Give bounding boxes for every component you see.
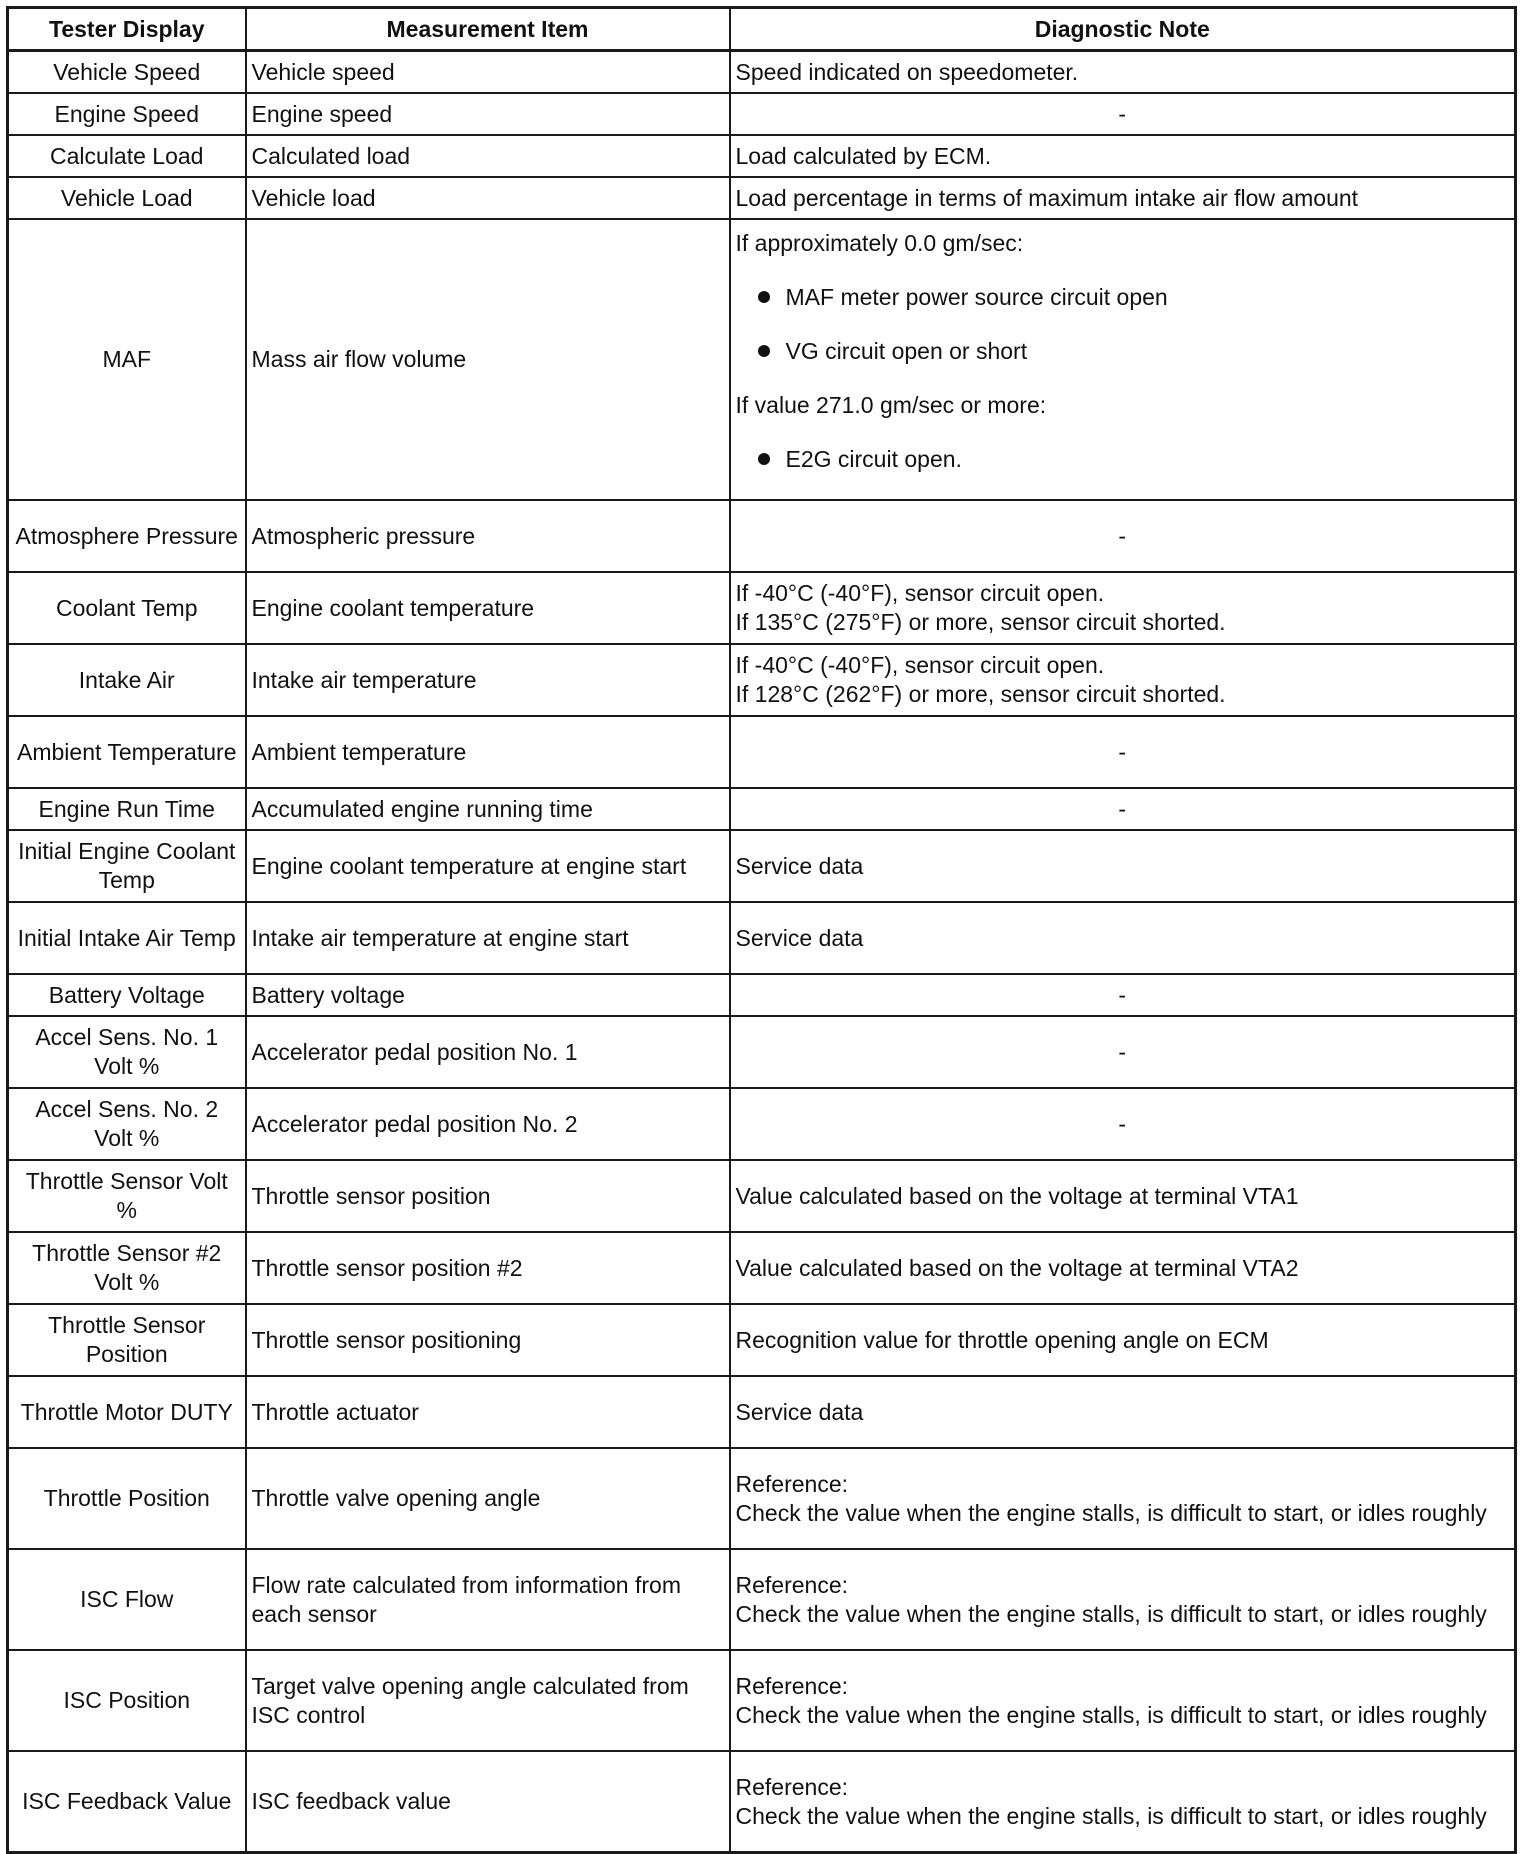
tester-display-cell: Atmosphere Pressure	[8, 500, 246, 572]
tester-display-cell: ISC Position	[8, 1650, 246, 1751]
note-reference-label: Reference:	[735, 1773, 849, 1800]
table-row	[8, 974, 1516, 1016]
diagnostic-note-cell: Speed indicated on speedometer.	[730, 51, 1516, 94]
bullet-icon	[758, 291, 770, 303]
tester-display-cell: Intake Air	[8, 644, 246, 716]
tester-display-cell: Initial Intake Air Temp	[8, 902, 246, 974]
measurement-item-cell: Intake air temperature at engine start	[246, 902, 730, 974]
diagnostic-note-cell: -	[730, 788, 1516, 830]
tester-display-cell: Accel Sens. No. 2 Volt %	[8, 1088, 246, 1160]
diagnostic-note-cell	[730, 572, 1516, 644]
measurement-item-cell: Throttle actuator	[246, 1376, 730, 1448]
table-row	[8, 902, 1516, 974]
measurement-item-cell: Throttle sensor positioning	[246, 1304, 730, 1376]
measurement-item-cell: Mass air flow volume	[246, 219, 730, 500]
measurement-item-cell: Intake air temperature	[246, 644, 730, 716]
measurement-item-cell: Engine coolant temperature	[246, 572, 730, 644]
table-row	[8, 1549, 1516, 1650]
header-measurement-item: Measurement Item	[246, 8, 730, 51]
table-row	[8, 788, 1516, 830]
data-list-table-container	[6, 6, 1514, 1854]
bullet-icon	[758, 453, 770, 465]
tester-display-cell: Coolant Temp	[8, 572, 246, 644]
measurement-item-cell: Atmospheric pressure	[246, 500, 730, 572]
table-row	[8, 1160, 1516, 1232]
note-reference-label: Reference:	[735, 1672, 849, 1699]
measurement-item-cell: Calculated load	[246, 135, 730, 177]
tester-display-cell: Initial Engine Coolant Temp	[8, 830, 246, 902]
note-condition-text: If value 271.0 gm/sec or more:	[735, 392, 1047, 418]
measurement-item-cell: Engine coolant temperature at engine start	[246, 830, 730, 902]
note-bullet-text: E2G circuit open.	[785, 446, 962, 472]
diagnostic-note-cell: -	[730, 716, 1516, 788]
note-line: If 128°C (262°F) or more, sensor circuit shorted.	[735, 681, 1226, 707]
note-reference-label: Reference:	[735, 1571, 849, 1598]
diagnostic-note-cell	[730, 1448, 1516, 1549]
note-reference-label: Reference:	[735, 1470, 849, 1497]
table-header-row	[8, 8, 1516, 51]
measurement-item-cell: Accelerator pedal position No. 1	[246, 1016, 730, 1088]
note-bullet-text: MAF meter power source circuit open	[785, 284, 1168, 310]
note-bullet-text: VG circuit open or short	[785, 338, 1028, 364]
diagnostic-note-cell: Value calculated based on the voltage at terminal VTA2	[730, 1232, 1516, 1304]
measurement-item-cell: Engine speed	[246, 93, 730, 135]
tester-display-cell: ISC Flow	[8, 1549, 246, 1650]
tester-display-cell: MAF	[8, 219, 246, 500]
note-line: If 135°C (275°F) or more, sensor circuit shorted.	[735, 609, 1226, 635]
table-row	[8, 1304, 1516, 1376]
table-row	[8, 716, 1516, 788]
tester-display-cell: Calculate Load	[8, 135, 246, 177]
table-row	[8, 1232, 1516, 1304]
diagnostic-note-cell: Value calculated based on the voltage at terminal VTA1	[730, 1160, 1516, 1232]
tester-display-cell: Accel Sens. No. 1 Volt %	[8, 1016, 246, 1088]
data-list-table	[6, 6, 1517, 1854]
table-row	[8, 1650, 1516, 1751]
note-bullet-item	[736, 283, 1510, 312]
table-row	[8, 51, 1516, 94]
table-row	[8, 1016, 1516, 1088]
diagnostic-note-cell: Recognition value for throttle opening angle on ECM	[730, 1304, 1516, 1376]
diagnostic-note-cell	[730, 644, 1516, 716]
note-bullet-item	[736, 337, 1510, 366]
tester-display-cell: Vehicle Speed	[8, 51, 246, 94]
note-reference-text: Check the value when the engine stalls, is difficult to start, or idles roughly	[735, 1600, 1487, 1627]
tester-display-cell: Engine Speed	[8, 93, 246, 135]
diagnostic-note-cell	[730, 1549, 1516, 1650]
diagnostic-note-cell: Load percentage in terms of maximum intake air flow amount	[730, 177, 1516, 219]
diagnostic-note-cell: -	[730, 974, 1516, 1016]
diagnostic-note-cell: -	[730, 500, 1516, 572]
table-row	[8, 572, 1516, 644]
table-row	[8, 830, 1516, 902]
table-row	[8, 644, 1516, 716]
measurement-item-cell: Accumulated engine running time	[246, 788, 730, 830]
note-reference-text: Check the value when the engine stalls, is difficult to start, or idles roughly	[735, 1499, 1487, 1526]
tester-display-cell: ISC Feedback Value	[8, 1751, 246, 1853]
measurement-item-cell: Vehicle load	[246, 177, 730, 219]
table-row	[8, 1088, 1516, 1160]
table-row	[8, 135, 1516, 177]
diagnostic-note-cell: Service data	[730, 902, 1516, 974]
measurement-item-cell: Accelerator pedal position No. 2	[246, 1088, 730, 1160]
measurement-item-cell: ISC feedback value	[246, 1751, 730, 1853]
diagnostic-note-cell: Service data	[730, 830, 1516, 902]
table-row	[8, 219, 1516, 500]
diagnostic-note-cell: -	[730, 1016, 1516, 1088]
diagnostic-note-cell: Load calculated by ECM.	[730, 135, 1516, 177]
bullet-icon	[758, 345, 770, 357]
measurement-item-cell: Throttle sensor position #2	[246, 1232, 730, 1304]
note-reference-text: Check the value when the engine stalls, is difficult to start, or idles roughly	[735, 1802, 1487, 1829]
note-line: If -40°C (-40°F), sensor circuit open.	[735, 652, 1105, 678]
diagnostic-note-cell: Service data	[730, 1376, 1516, 1448]
table-row	[8, 1376, 1516, 1448]
table-row	[8, 93, 1516, 135]
tester-display-cell: Throttle Sensor #2 Volt %	[8, 1232, 246, 1304]
note-bullet-item	[736, 445, 1510, 474]
header-tester-display: Tester Display	[8, 8, 246, 51]
tester-display-cell: Vehicle Load	[8, 177, 246, 219]
tester-display-cell: Engine Run Time	[8, 788, 246, 830]
diagnostic-note-cell: -	[730, 1088, 1516, 1160]
diagnostic-note-cell	[730, 1751, 1516, 1853]
table-row	[8, 177, 1516, 219]
diagnostic-note-cell	[730, 219, 1516, 500]
measurement-item-cell: Throttle valve opening angle	[246, 1448, 730, 1549]
diagnostic-note-cell: -	[730, 93, 1516, 135]
table-row	[8, 1751, 1516, 1853]
measurement-item-cell: Throttle sensor position	[246, 1160, 730, 1232]
tester-display-cell: Throttle Sensor Volt %	[8, 1160, 246, 1232]
measurement-item-cell: Target valve opening angle calculated from ISC control	[246, 1650, 730, 1751]
table-row	[8, 500, 1516, 572]
tester-display-cell: Throttle Position	[8, 1448, 246, 1549]
measurement-item-cell: Vehicle speed	[246, 51, 730, 94]
header-diagnostic-note: Diagnostic Note	[730, 8, 1516, 51]
note-reference-text: Check the value when the engine stalls, is difficult to start, or idles roughly	[735, 1701, 1487, 1728]
note-line: If -40°C (-40°F), sensor circuit open.	[735, 580, 1105, 606]
tester-display-cell: Throttle Motor DUTY	[8, 1376, 246, 1448]
measurement-item-cell: Flow rate calculated from information from each sensor	[246, 1549, 730, 1650]
diagnostic-note-cell	[730, 1650, 1516, 1751]
tester-display-cell: Battery Voltage	[8, 974, 246, 1016]
tester-display-cell: Ambient Temperature	[8, 716, 246, 788]
measurement-item-cell: Ambient temperature	[246, 716, 730, 788]
note-condition-text: If approximately 0.0 gm/sec:	[735, 230, 1024, 256]
tester-display-cell: Throttle Sensor Position	[8, 1304, 246, 1376]
measurement-item-cell: Battery voltage	[246, 974, 730, 1016]
table-row	[8, 1448, 1516, 1549]
